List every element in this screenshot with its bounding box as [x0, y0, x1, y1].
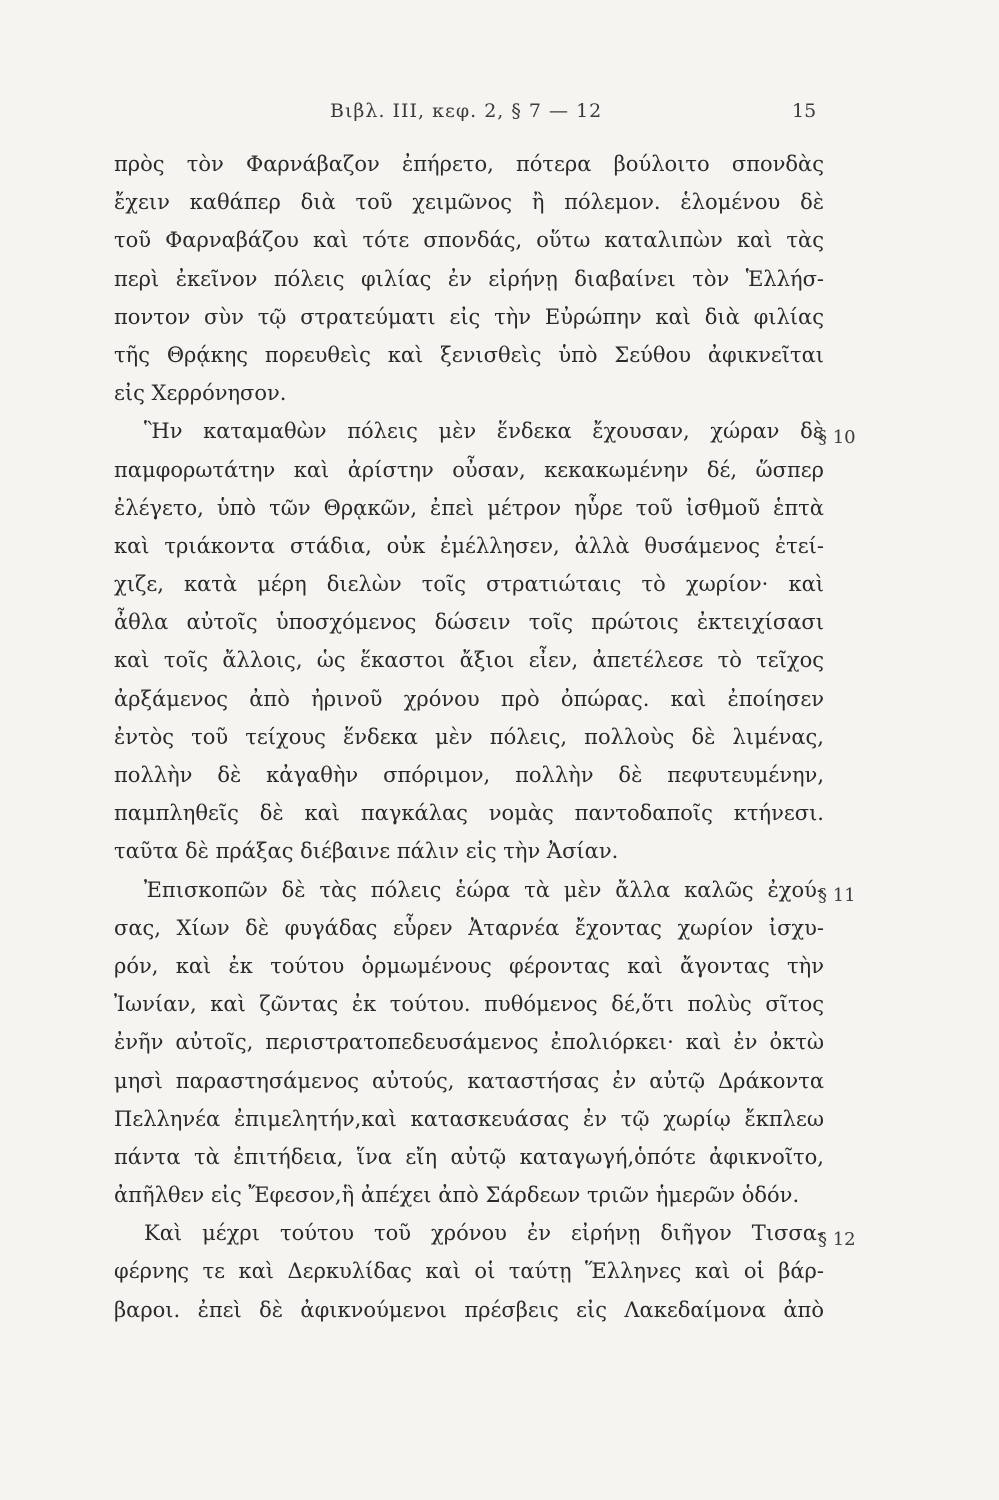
text-line: Ἰωνίαν, καὶ ζῶντας ἐκ τούτου. πυθόμενος δέ,ὅτι πολὺς σῖτος: [114, 992, 824, 1017]
text-line: Ἣν καταμαθὼν πόλεις μὲν ἕνδεκα ἔχουσαν, χώραν δὲ: [144, 419, 824, 444]
text-line: τοῦ Φαρναβάζου καὶ τότε σπονδάς, οὕτω καταλιπὼν καὶ τὰς: [114, 228, 824, 253]
section-marker: § 11: [818, 885, 856, 906]
paragraph: [114, 145, 824, 412]
page-header: [0, 100, 999, 130]
paragraph: [114, 412, 824, 870]
text-line: πρὸς τὸν Φαρνάβαζον ἐπήρετο, πότερα βούλοιτο σπονδὰς: [114, 152, 824, 176]
text-line: ἆθλα αὐτοῖς ὑποσχόμενος δώσειν τοῖς πρώτοις ἐκτειχίσασι: [114, 610, 824, 635]
text-line: χιζε, κατὰ μέρη διελὼν τοῖς στρατιώταις τὸ χωρίον· καὶ: [114, 572, 824, 597]
paragraph: [114, 1214, 824, 1329]
text-line: πάντα τὰ ἐπιτήδεια, ἵνα εἴη αὐτῷ καταγωγή,ὁπότε ἀφικνοῖτο,: [114, 1144, 824, 1169]
text-line: παμφορωτάτην καὶ ἀρίστην οὖσαν, κεκακωμένην δέ, ὥσπερ: [114, 457, 824, 482]
text-line: πολλὴν δὲ κἀγαθὴν σπόριμον, πολλὴν δὲ πεφυτευμένην,: [114, 763, 824, 787]
text-line: ἐλέγετο, ὑπὸ τῶν Θρᾳκῶν, ἐπεὶ μέτρον ηὗρε τοῦ ἰσθμοῦ ἑπτὰ: [114, 495, 824, 520]
text-line: σας, Χίων δὲ φυγάδας εὗρεν Ἀταρνέα ἔχοντας χωρίον ἰσχυ-: [114, 915, 824, 940]
text-line: ἐντὸς τοῦ τείχους ἕνδεκα μὲν πόλεις, πολλοὺς δὲ λιμένας,: [114, 724, 824, 749]
text-line: Πελληνέα ἐπιμελητήν,καὶ κατασκευάσας ἐν τῷ χωρίῳ ἔκπλεω: [114, 1106, 824, 1131]
text-line: Καὶ μέχρι τούτου τοῦ χρόνου ἐν εἰρήνῃ διῆγον Τισσα-: [144, 1221, 824, 1246]
page-number: 15: [792, 100, 817, 122]
text-line: εἰς Χερρόνησον.: [114, 381, 287, 406]
body-text: [114, 145, 824, 1329]
text-line: ἀπῆλθεν εἰς Ἔφεσον,ἣ ἀπέχει ἀπὸ Σάρδεων τριῶν ἡμερῶν ὁδόν.: [114, 1183, 800, 1208]
paragraph: [114, 871, 824, 1215]
section-marker: § 10: [818, 427, 856, 448]
text-line: φέρνης τε καὶ Δερκυλίδας καὶ οἱ ταύτῃ Ἕλληνες καὶ οἱ βάρ-: [114, 1259, 824, 1284]
text-line: ἐνῆν αὐτοῖς, περιστρατοπεδευσάμενος ἐπολιόρκει· καὶ ἐν ὀκτὼ: [114, 1030, 824, 1055]
text-line: καὶ τοῖς ἄλλοις, ὡς ἕκαστοι ἄξιοι εἶεν, ἀπετέλεσε τὸ τεῖχος: [114, 648, 824, 673]
text-line: Ἐπισκοπῶν δὲ τὰς πόλεις ἑώρα τὰ μὲν ἄλλα καλῶς ἐχού-: [144, 877, 824, 902]
text-line: τῆς Θρᾴκης πορευθεὶς καὶ ξενισθεὶς ὑπὸ Σεύθου ἀφικνεῖται: [114, 342, 824, 367]
text-line: καὶ τριάκοντα στάδια, οὐκ ἐμέλλησεν, ἀλλὰ θυσάμενος ἐτεί-: [114, 533, 824, 558]
text-line: ταῦτα δὲ πράξας διέβαινε πάλιν εἰς τὴν Ἀσίαν.: [114, 839, 619, 864]
text-line: παμπληθεῖς δὲ καὶ παγκάλας νομὰς παντοδαποῖς κτήνεσι.: [114, 801, 824, 826]
text-line: περὶ ἐκεῖνον πόλεις φιλίας ἐν εἰρήνῃ διαβαίνει τὸν Ἑλλήσ-: [114, 266, 824, 291]
text-line: ποντον σὺν τῷ στρατεύματι εἰς τὴν Εὐρώπην καὶ διὰ φιλίας: [114, 304, 824, 329]
text-line: μησὶ παραστησάμενος αὐτούς, καταστήσας ἐν αὐτῷ Δράκοντα: [114, 1068, 824, 1093]
text-line: βαροι. ἐπεὶ δὲ ἀφικνούμενοι πρέσβεις εἰς Λακεδαίμονα ἀπὸ: [114, 1297, 824, 1322]
section-marker: § 12: [818, 1229, 856, 1250]
running-head: Βιβλ. ΙΙΙ, κεφ. 2, § 7 — 12: [330, 100, 603, 122]
text-line: ρόν, καὶ ἐκ τούτου ὁρμωμένους φέροντας καὶ ἄγοντας τὴν: [114, 953, 824, 978]
text-line: ἔχειν καθάπερ διὰ τοῦ χειμῶνος ἢ πόλεμον. ἑλομένου δὲ: [114, 190, 824, 215]
text-line: ἀρξάμενος ἀπὸ ἠρινοῦ χρόνου πρὸ ὀπώρας. καὶ ἐποίησεν: [114, 686, 824, 711]
